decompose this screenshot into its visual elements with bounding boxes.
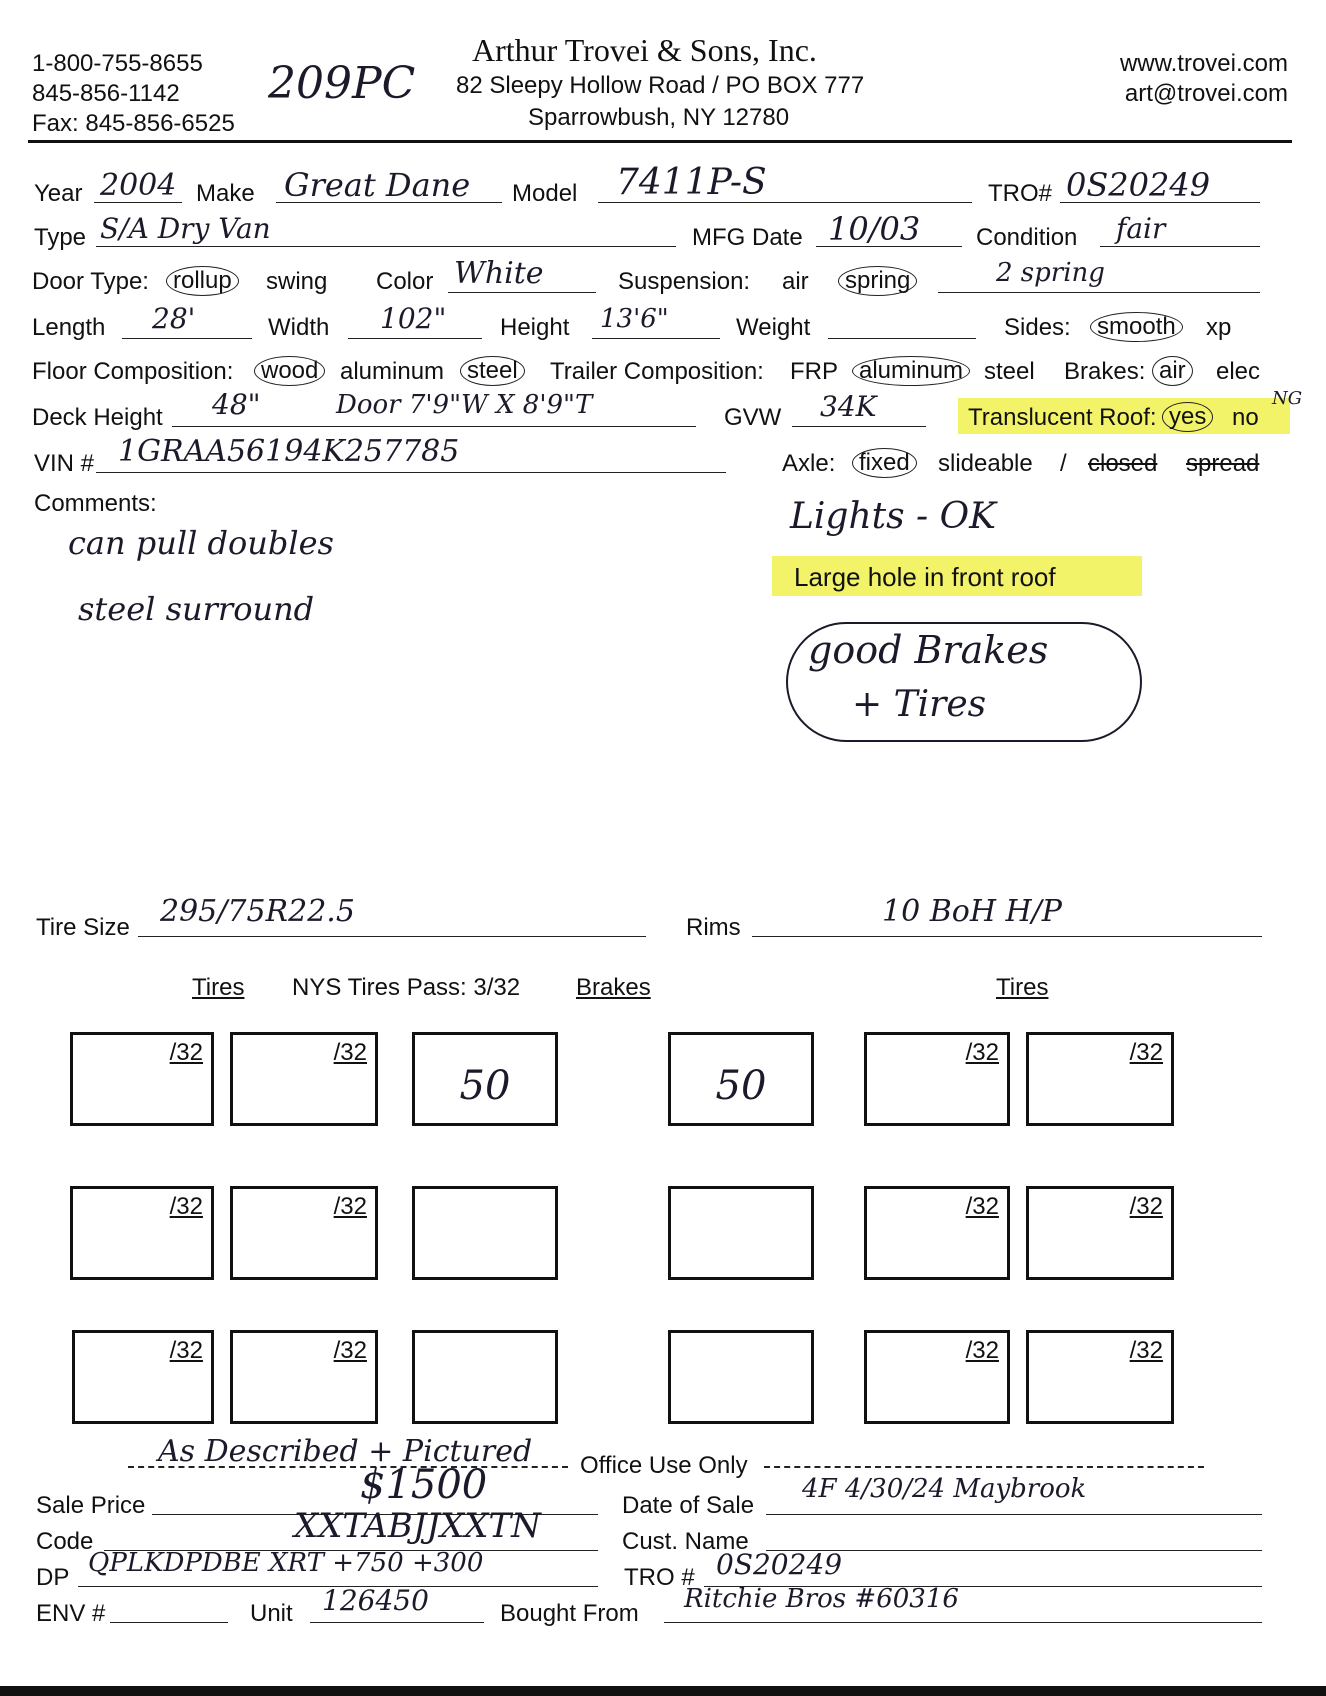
model-label: Model xyxy=(512,180,578,207)
rims-label: Rims xyxy=(686,914,741,941)
make-label: Make xyxy=(196,180,255,207)
unit-label: Unit xyxy=(250,1600,293,1627)
brakes-air-option[interactable]: air xyxy=(1152,356,1193,386)
brake-box-left-3[interactable] xyxy=(412,1330,558,1424)
weight-field[interactable] xyxy=(828,308,976,339)
address-line-1: 82 Sleepy Hollow Road / PO BOX 777 xyxy=(456,72,865,99)
tro-field[interactable]: 0S20249 xyxy=(1060,172,1260,203)
tire-box-left-inner-1[interactable]: /32 xyxy=(230,1032,378,1126)
handwritten-code: 209PC xyxy=(268,58,416,109)
tire-box-right-outer-3[interactable]: /32 xyxy=(1026,1330,1174,1424)
trailer-aluminum-option[interactable]: aluminum xyxy=(852,356,970,386)
length-label: Length xyxy=(32,314,106,341)
width-label: Width xyxy=(268,314,330,341)
brake-box-left-1[interactable]: 50 xyxy=(412,1032,558,1126)
gvw-label: GVW xyxy=(724,404,782,431)
comment-lights-ok: Lights - OK xyxy=(790,496,997,537)
trailer-steel-option[interactable]: steel xyxy=(984,358,1035,385)
fax-number: Fax: 845-856-6525 xyxy=(32,110,235,137)
tire-box-left-inner-3[interactable]: /32 xyxy=(230,1330,378,1424)
email: art@trovei.com xyxy=(1124,80,1288,107)
axle-slideable-option[interactable]: slideable xyxy=(938,450,1033,477)
gvw-field[interactable]: 34K xyxy=(792,396,926,427)
tire-size-field[interactable]: 295/75R22.5 xyxy=(138,906,646,937)
header-divider xyxy=(28,140,1292,143)
make-field[interactable]: Great Dane xyxy=(276,172,502,203)
axle-spread-option[interactable]: spread xyxy=(1186,450,1260,477)
office-tro-label: TRO # xyxy=(624,1564,695,1591)
brake-box-left-2[interactable] xyxy=(412,1186,558,1280)
unit-field[interactable]: 126450 xyxy=(310,1592,484,1623)
sale-price-label: Sale Price xyxy=(36,1492,146,1519)
comment-tires: + Tires xyxy=(852,684,987,725)
brakes-elec-option[interactable]: elec xyxy=(1216,358,1261,385)
height-label: Height xyxy=(500,314,570,341)
tires-left-heading: Tires xyxy=(192,974,245,1001)
mfg-date-label: MFG Date xyxy=(692,224,803,251)
bought-from-label: Bought From xyxy=(500,1600,639,1627)
suspension-label: Suspension: xyxy=(618,268,751,295)
cust-name-label: Cust. Name xyxy=(622,1528,749,1555)
tire-box-right-outer-1[interactable]: /32 xyxy=(1026,1032,1174,1126)
address-line-2: Sparrowbush, NY 12780 xyxy=(528,104,790,131)
width-field[interactable]: 102" xyxy=(348,308,482,339)
vin-field[interactable]: 1GRAA56194K257785 xyxy=(96,442,726,473)
tire-size-label: Tire Size xyxy=(36,914,130,941)
type-label: Type xyxy=(34,224,87,251)
tire-box-right-outer-2[interactable]: /32 xyxy=(1026,1186,1174,1280)
floor-steel-option[interactable]: steel xyxy=(460,356,525,386)
comment-steel-surround: steel surround xyxy=(78,590,315,628)
door-type-label: Door Type: xyxy=(32,268,149,295)
brake-box-right-3[interactable] xyxy=(668,1330,814,1424)
tire-box-right-inner-3[interactable]: /32 xyxy=(864,1330,1010,1424)
floor-aluminum-option[interactable]: aluminum xyxy=(340,358,445,385)
bought-from-field[interactable]: Ritchie Bros #60316 xyxy=(664,1592,1262,1623)
company-name: Arthur Trovei & Sons, Inc. xyxy=(472,32,817,68)
nys-tires-pass: NYS Tires Pass: 3/32 xyxy=(292,974,521,1001)
code-field[interactable]: XXTABJJXXTN xyxy=(104,1520,598,1551)
axle-closed-option[interactable]: closed xyxy=(1088,450,1158,477)
mfg-date-field[interactable]: 10/03 xyxy=(816,216,962,247)
code-label: Code xyxy=(36,1528,94,1555)
comment-good-brakes: good Brakes xyxy=(808,628,1049,672)
office-use-only-label: Office Use Only xyxy=(580,1452,748,1479)
brakes-heading: Brakes xyxy=(576,974,651,1001)
floor-wood-option[interactable]: wood xyxy=(254,356,325,386)
door-rollup-option[interactable]: rollup xyxy=(166,266,239,296)
year-field[interactable]: 2004 xyxy=(94,172,182,203)
axle-separator: / xyxy=(1060,450,1067,477)
condition-label: Condition xyxy=(976,224,1078,251)
floor-composition-label: Floor Composition: xyxy=(32,358,234,385)
axle-label: Axle: xyxy=(782,450,836,477)
tire-box-left-outer-2[interactable]: /32 xyxy=(70,1186,214,1280)
type-field[interactable]: S/A Dry Van xyxy=(96,216,676,247)
tire-box-right-inner-1[interactable]: /32 xyxy=(864,1032,1010,1126)
env-field[interactable] xyxy=(110,1592,228,1623)
tire-box-left-outer-3[interactable]: /32 xyxy=(72,1330,214,1424)
color-field[interactable]: White xyxy=(448,262,596,293)
rims-field[interactable]: 10 BoH H/P xyxy=(752,906,1262,937)
translucent-roof-label: Translucent Roof: xyxy=(968,404,1157,431)
dp-field[interactable]: QPLKDPDBE XRT +750 +300 xyxy=(78,1556,598,1587)
year-label: Year xyxy=(34,180,83,207)
color-label: Color xyxy=(376,268,434,295)
env-label: ENV # xyxy=(36,1600,106,1627)
office-divider-right xyxy=(764,1466,1204,1468)
height-field[interactable]: 13'6" xyxy=(592,308,720,339)
roof-yes-option[interactable]: yes xyxy=(1162,402,1213,432)
roof-no-option[interactable]: no xyxy=(1232,404,1259,431)
sides-smooth-option[interactable]: smooth xyxy=(1090,312,1183,342)
deck-height-field[interactable]: 48" Door 7'9"W X 8'9"T xyxy=(172,396,696,427)
sides-label: Sides: xyxy=(1004,314,1071,341)
deck-height-label: Deck Height xyxy=(32,404,163,431)
suspension-air-option[interactable]: air xyxy=(782,268,809,295)
brakes-label: Brakes: xyxy=(1064,358,1146,385)
comment-can-pull-doubles: can pull doubles xyxy=(68,524,334,562)
brake-box-right-2[interactable] xyxy=(668,1186,814,1280)
sides-xp-option[interactable]: xp xyxy=(1206,314,1232,341)
tire-box-left-inner-2[interactable]: /32 xyxy=(230,1186,378,1280)
suspension-field[interactable]: 2 spring xyxy=(938,262,1260,293)
website: www.trovei.com xyxy=(1119,50,1288,77)
weight-label: Weight xyxy=(736,314,811,341)
suspension-spring-option[interactable]: spring xyxy=(838,266,917,296)
office-tro-field[interactable]: 0S20249 xyxy=(704,1556,1262,1587)
comment-large-hole: Large hole in front roof xyxy=(794,562,1056,592)
tire-box-left-outer-1[interactable]: /32 xyxy=(70,1032,214,1126)
length-field[interactable]: 28' xyxy=(122,308,252,339)
roof-note: NG xyxy=(1272,388,1303,409)
tires-right-heading: Tires xyxy=(996,974,1049,1001)
sale-price-field[interactable]: $1500 xyxy=(152,1484,598,1515)
model-field[interactable]: 7411P-S xyxy=(598,172,972,203)
door-swing-option[interactable]: swing xyxy=(266,268,328,295)
phone-1: 1-800-755-8655 xyxy=(32,50,203,77)
scan-edge xyxy=(0,1686,1326,1696)
as-described-note: As Described + Pictured xyxy=(158,1434,533,1469)
condition-field[interactable]: fair xyxy=(1100,216,1260,247)
cust-name-field[interactable] xyxy=(766,1520,1262,1551)
trailer-composition-label: Trailer Composition: xyxy=(550,358,764,385)
axle-fixed-option[interactable]: fixed xyxy=(852,448,917,478)
tire-box-right-inner-2[interactable]: /32 xyxy=(864,1186,1010,1280)
trailer-frp-option[interactable]: FRP xyxy=(790,358,838,385)
brake-box-right-1[interactable]: 50 xyxy=(668,1032,814,1126)
dp-label: DP xyxy=(36,1564,70,1591)
phone-2: 845-856-1142 xyxy=(32,80,180,107)
vin-label: VIN # xyxy=(34,450,95,477)
comments-label: Comments: xyxy=(34,490,157,517)
date-of-sale-field[interactable]: 4F 4/30/24 Maybrook xyxy=(766,1484,1262,1515)
tro-label: TRO# xyxy=(988,180,1053,207)
date-of-sale-label: Date of Sale xyxy=(622,1492,755,1519)
